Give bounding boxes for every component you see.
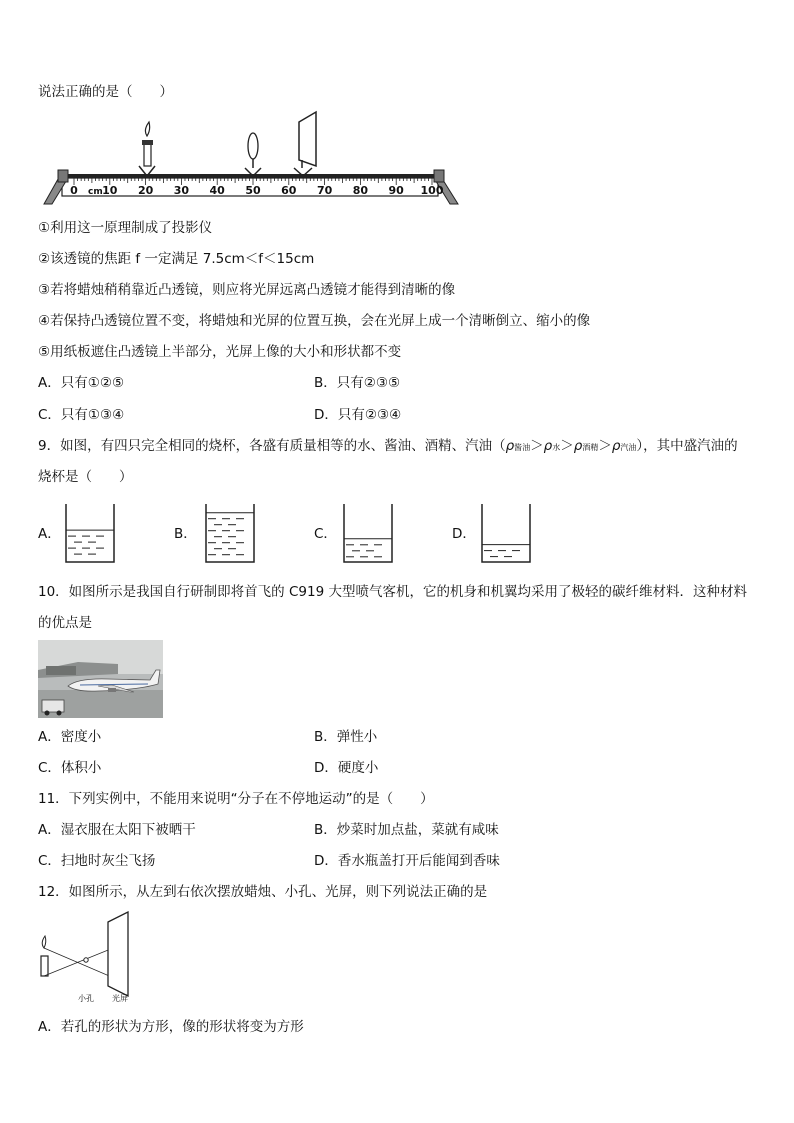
optical-bench-svg	[40, 108, 468, 208]
q10-option-d[interactable]: D．硬度小	[314, 760, 379, 776]
q9-stem-part-b: ），其中盛汽油的	[636, 438, 738, 454]
rho-symbol: ρ	[505, 438, 515, 454]
q12-stem: 12．如图所示，从左到右依次摆放蜡烛、小孔、光屏，则下列说法正确的是	[38, 884, 488, 900]
beaker-c	[338, 500, 398, 566]
q11-option-b[interactable]: B．炒菜时加点盐，菜就有咸味	[314, 822, 499, 838]
q8-option-b[interactable]: B．只有②③⑤	[314, 375, 401, 391]
beaker-outline	[344, 504, 392, 562]
q8-statement-5: ⑤用纸板遮住凸透镜上半部分，光屏上像的大小和形状都不变	[38, 344, 402, 360]
q9-stem-part-a: 9．如图，有四只完全相同的烧杯，各盛有质量相等的水、酱油、酒精、汽油（	[38, 438, 506, 454]
q10-option-b[interactable]: B．弹性小	[314, 729, 378, 745]
rho-sub-water: 水	[552, 443, 561, 452]
q8-statement-4: ④若保持凸透镜位置不变，将蜡烛和光屏的位置互换，会在光屏上成一个清晰倒立、缩小的像	[38, 313, 591, 329]
bench-tick-label: 70	[316, 184, 333, 197]
bench-tick-label: 10	[102, 184, 118, 197]
bench-tick-label: 30	[173, 184, 190, 197]
light-screen-icon	[294, 112, 316, 176]
q8-statement-3: ③若将蜡烛稍稍靠近凸透镜，则应将光屏远离凸透镜才能得到清晰的像	[38, 282, 456, 298]
gt-symbol: ＞	[598, 438, 612, 454]
q9-beaker-label-c[interactable]: C．	[314, 526, 337, 542]
beaker-outline	[66, 504, 114, 562]
bench-unit-label: cm	[88, 187, 103, 197]
rho-symbol: ρ	[611, 438, 621, 454]
q11-stem: 11．下列实例中，不能用来说明“分子在不停地运动”的是（ ）	[38, 791, 434, 807]
q9-beaker-label-a[interactable]: A．	[38, 526, 61, 542]
q10-stem-line2: 的优点是	[38, 615, 92, 631]
q8-statement-1: ①利用这一原理制成了投影仪	[38, 220, 213, 236]
bench-tick-label: 20	[137, 184, 154, 197]
q10-option-a[interactable]: A．密度小	[38, 729, 102, 745]
candle-icon	[41, 936, 48, 976]
q11-option-c[interactable]: C．扫地时灰尘飞扬	[38, 853, 156, 869]
bench-tick-label: 0	[70, 184, 78, 197]
screen-label: 光屏	[112, 994, 128, 1003]
screen-icon	[108, 912, 128, 996]
q8-option-d[interactable]: D．只有②③④	[314, 407, 402, 423]
q12-option-a[interactable]: A．若孔的形状为方形，像的形状将变为方形	[38, 1019, 304, 1035]
bench-tick-label: 80	[352, 184, 369, 197]
q11-option-a[interactable]: A．湿衣服在太阳下被晒干	[38, 822, 196, 838]
beaker-a	[60, 500, 120, 566]
q9-stem-line1	[38, 436, 738, 458]
beaker-outline	[482, 504, 530, 562]
beaker-d	[476, 500, 536, 566]
bench-tick-label: 90	[388, 184, 404, 197]
bench-tick-label: 60	[281, 184, 297, 197]
rho-symbol: ρ	[573, 438, 583, 454]
q11-option-d[interactable]: D．香水瓶盖打开后能闻到香味	[314, 853, 500, 869]
optical-bench-figure	[40, 108, 468, 208]
gt-symbol: ＞	[530, 438, 544, 454]
bench-tick-label: 50	[245, 184, 261, 197]
q9-stem-line2: 烧杯是（ ）	[38, 469, 133, 485]
bench-tick-label: 40	[209, 184, 225, 197]
rho-symbol: ρ	[543, 438, 553, 454]
q8-option-c[interactable]: C．只有①③④	[38, 407, 125, 423]
q8-stem: 说法正确的是（ ）	[38, 84, 173, 100]
gt-symbol: ＞	[560, 438, 574, 454]
q9-beaker-label-d[interactable]: D．	[452, 526, 476, 542]
candle-icon	[139, 122, 155, 176]
convex-lens-icon	[245, 133, 261, 176]
q9-beaker-label-b[interactable]: B．	[174, 526, 197, 542]
rho-sub-gas: 汽油	[620, 443, 637, 452]
beaker-b	[200, 500, 260, 566]
rho-sub-alcohol: 酒精	[582, 443, 599, 452]
q10-stem-line1: 10．如图所示是我国自行研制即将首飞的 C919 大型喷气客机，它的机身和机翼均采用了极轻的碳纤维材料．这种材料	[38, 584, 747, 600]
q10-option-c[interactable]: C．体积小	[38, 760, 102, 776]
c919-aircraft-photo	[38, 640, 163, 718]
q8-statement-2: ②该透镜的焦距 f 一定满足 7.5cm＜f＜15cm	[38, 251, 315, 267]
q8-option-a[interactable]: A．只有①②⑤	[38, 375, 125, 391]
bench-tick-label: 100	[420, 184, 444, 197]
pinhole-label: 小孔	[78, 994, 94, 1003]
pinhole-figure	[38, 908, 138, 1008]
rho-sub-soy: 酱油	[514, 443, 531, 452]
